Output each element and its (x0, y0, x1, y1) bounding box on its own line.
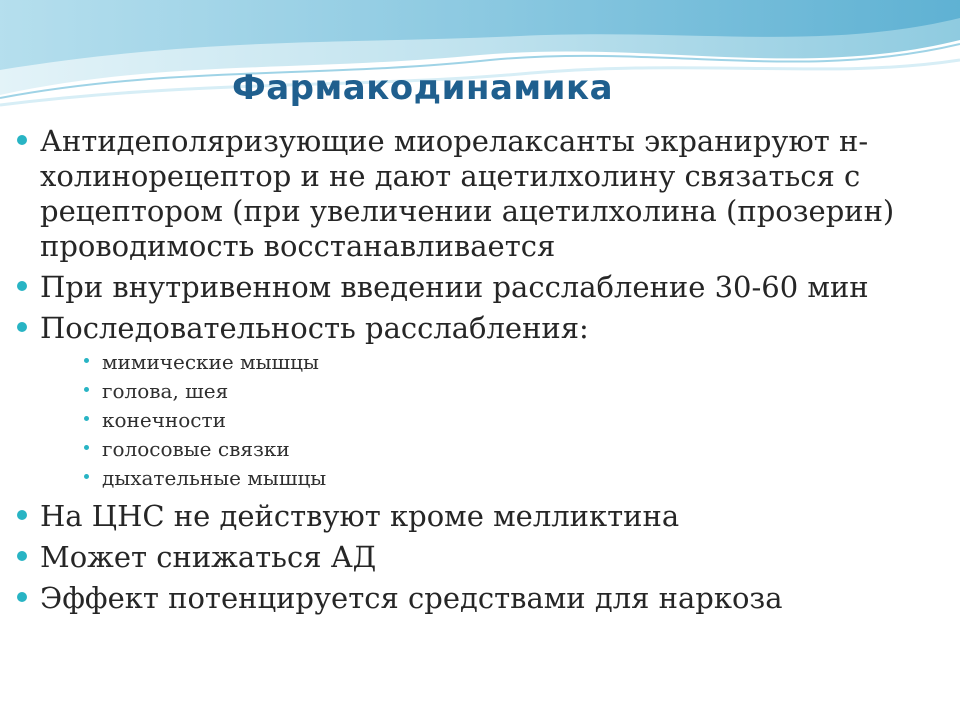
bullet-dot-icon (17, 322, 27, 332)
sub-bullet-text: голова, шея (102, 379, 229, 403)
sub-bullet-text: голосовые связки (102, 437, 290, 461)
sub-bullet-item (76, 348, 955, 377)
sub-bullet-item (76, 435, 955, 464)
bullet-item (10, 540, 955, 575)
bullet-item (10, 581, 955, 616)
bullet-dot-icon (17, 135, 27, 145)
sub-bullet-dot-icon (84, 416, 89, 421)
sub-bullet-text: конечности (102, 408, 226, 432)
bullet-text: Последовательность расслабления: (40, 311, 589, 345)
bullet-text: На ЦНС не действуют кроме мелликтина (40, 499, 680, 533)
bullet-dot-icon (17, 281, 27, 291)
sub-bullet-item (76, 377, 955, 406)
bullet-text: Может снижаться АД (40, 540, 377, 574)
bullet-item (10, 270, 955, 305)
sub-bullet-item (76, 464, 955, 493)
sub-bullet-dot-icon (84, 387, 89, 392)
bullet-item (10, 124, 955, 264)
sub-bullet-text: дыхательные мышцы (102, 466, 327, 490)
sub-bullet-list (76, 348, 955, 493)
bullet-text: Антидеполяризующие миорелаксанты экранируют н-холинорецептор и не дают ацетилхолину связаться с рецептором (при увеличении ацетилхолина (прозерин) проводимость восстанавливается (40, 124, 895, 263)
bullet-text: Эффект потенцируется средствами для наркоза (40, 581, 783, 615)
sub-bullet-item (76, 406, 955, 435)
sub-bullet-text: мимические мышцы (102, 350, 319, 374)
slide-title: Фармакодинамика (232, 68, 614, 108)
bullet-text: При внутривенном введении расслабление 30-60 мин (40, 270, 869, 304)
sub-bullet-dot-icon (84, 358, 89, 363)
bullet-item (10, 311, 955, 346)
bullet-dot-icon (17, 551, 27, 561)
bullet-dot-icon (17, 510, 27, 520)
sub-bullet-dot-icon (84, 445, 89, 450)
bullet-dot-icon (17, 592, 27, 602)
sub-bullet-dot-icon (84, 474, 89, 479)
bullet-list (10, 124, 955, 616)
bullet-item (10, 499, 955, 534)
